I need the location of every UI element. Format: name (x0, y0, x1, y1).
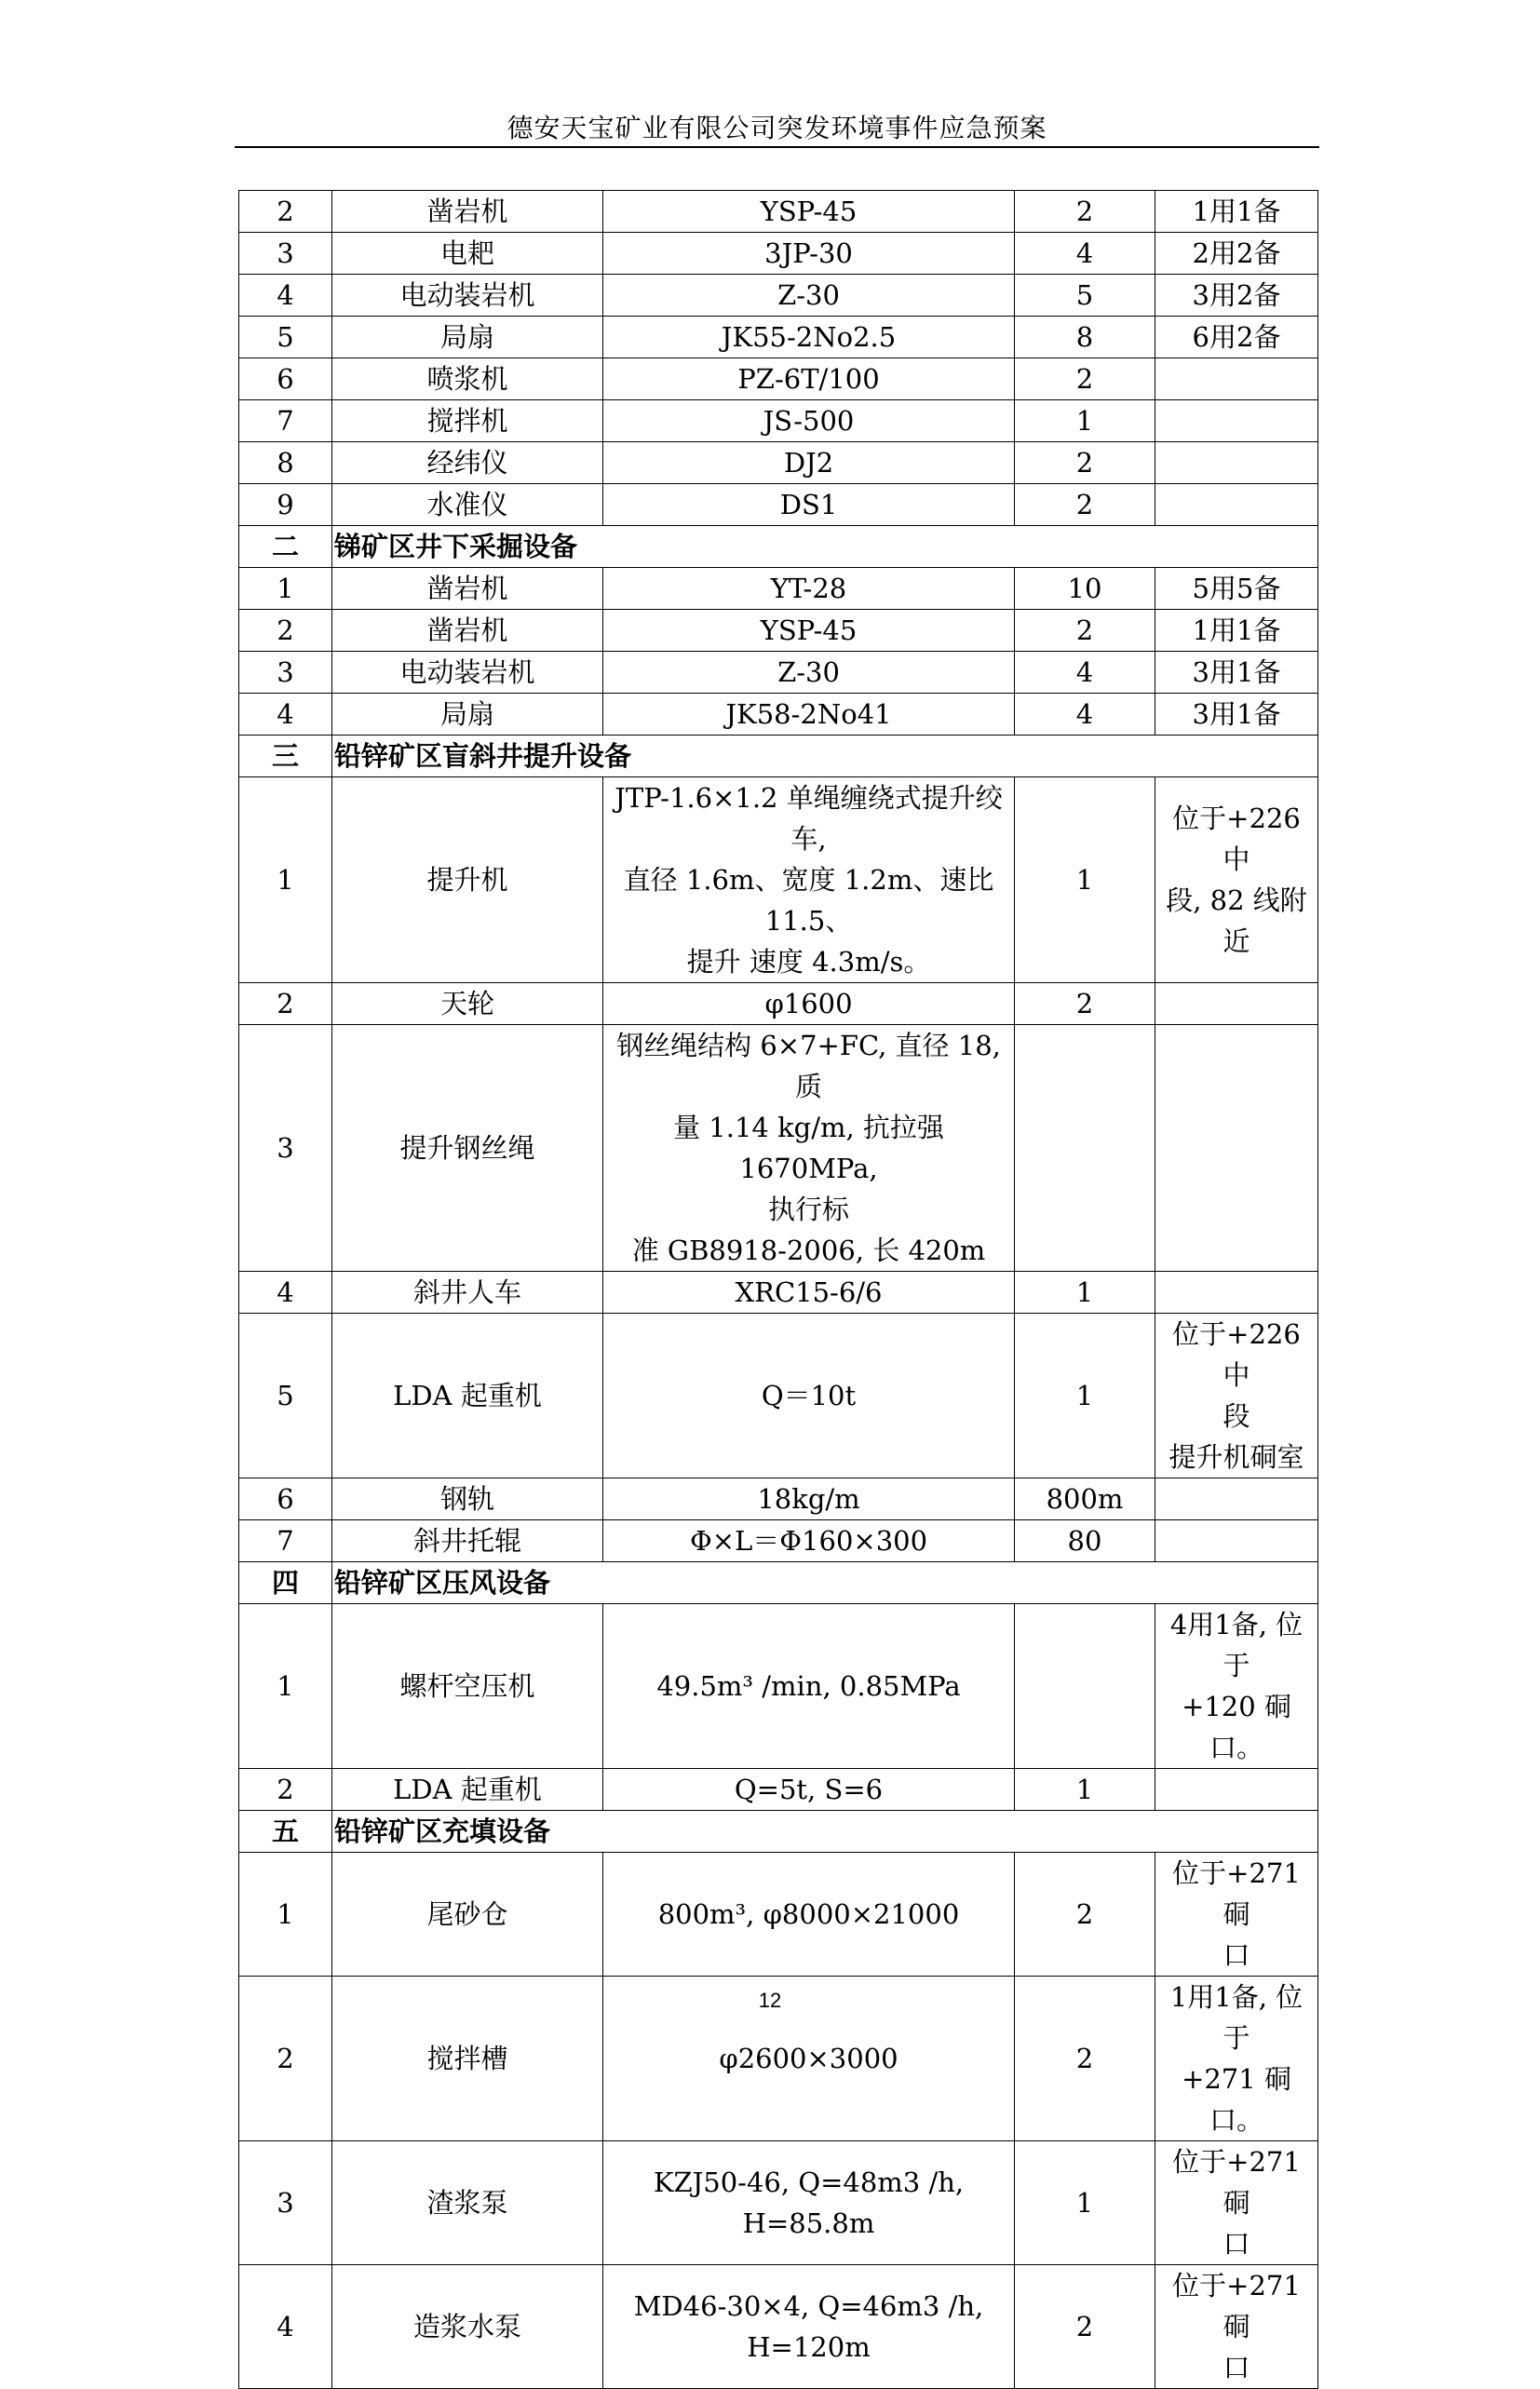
cell-qty: 2 (1015, 610, 1155, 652)
cell-no: 2 (239, 191, 332, 233)
section-row-5 (239, 1811, 1318, 1853)
table-row (239, 1769, 1318, 1811)
cell-name: 凿岩机 (332, 610, 603, 652)
header-divider (235, 146, 1319, 148)
table-row (239, 1272, 1318, 1314)
cell-spec: φ2600×3000 (603, 1977, 1015, 2141)
cell-spec: 49.5m³ /min, 0.85MPa (603, 1604, 1015, 1769)
section-number: 三 (239, 736, 332, 777)
cell-spec: 800m³, φ8000×21000 (603, 1853, 1015, 1977)
table-row (239, 610, 1318, 652)
cell-name: 渣浆泵 (332, 2141, 603, 2265)
cell-note (1155, 1769, 1318, 1811)
cell-spec: 3JP-30 (603, 233, 1015, 275)
cell-no: 1 (239, 1853, 332, 1977)
equipment-table (238, 190, 1318, 2389)
cell-no: 2 (239, 1769, 332, 1811)
cell-qty: 5 (1015, 275, 1155, 317)
cell-name: 水准仪 (332, 484, 603, 526)
cell-note (1155, 358, 1318, 400)
page-number: 12 (758, 1989, 782, 2012)
cell-spec: 18kg/m (603, 1478, 1015, 1520)
cell-note: 6用2备 (1155, 317, 1318, 358)
cell-name: 天轮 (332, 983, 603, 1025)
table-row (239, 442, 1318, 484)
cell-no: 1 (239, 777, 332, 983)
cell-note (1155, 484, 1318, 526)
cell-spec: YSP-45 (603, 610, 1015, 652)
table-row (239, 1520, 1318, 1562)
cell-qty: 80 (1015, 1520, 1155, 1562)
cell-name: 搅拌机 (332, 400, 603, 442)
cell-spec: Q=5t, S=6 (603, 1769, 1015, 1811)
cell-spec: YT-28 (603, 568, 1015, 610)
page-header-title: 德安天宝矿业有限公司突发环境事件应急预案 (507, 113, 1047, 143)
section-number: 四 (239, 1562, 332, 1604)
cell-no: 5 (239, 317, 332, 358)
cell-qty: 10 (1015, 568, 1155, 610)
section-row-4 (239, 1562, 1318, 1604)
cell-name: LDA 起重机 (332, 1314, 603, 1478)
cell-no: 3 (239, 1025, 332, 1272)
cell-name: 电动装岩机 (332, 652, 603, 694)
cell-spec: Z-30 (603, 275, 1015, 317)
cell-qty: 1 (1015, 1314, 1155, 1478)
cell-qty: 8 (1015, 317, 1155, 358)
cell-no: 7 (239, 1520, 332, 1562)
cell-note (1155, 400, 1318, 442)
cell-name: 尾砂仓 (332, 1853, 603, 1977)
table-row (239, 275, 1318, 317)
cell-note: 位于+226 中 段 提升机硐室 (1155, 1314, 1318, 1478)
table-row (239, 317, 1318, 358)
cell-qty: 2 (1015, 358, 1155, 400)
cell-spec: KZJ50-46, Q=48m3 /h, H=85.8m (603, 2141, 1015, 2265)
table-row (239, 191, 1318, 233)
cell-name: 斜井人车 (332, 1272, 603, 1314)
cell-spec: JK58-2No41 (603, 694, 1015, 736)
table-row (239, 652, 1318, 694)
cell-qty: 4 (1015, 652, 1155, 694)
cell-spec: φ1600 (603, 983, 1015, 1025)
cell-qty: 2 (1015, 2265, 1155, 2389)
cell-name: 电动装岩机 (332, 275, 603, 317)
cell-no: 6 (239, 358, 332, 400)
section-row-2 (239, 526, 1318, 568)
section-title: 铅锌矿区充填设备 (332, 1811, 1318, 1853)
cell-qty: 4 (1015, 233, 1155, 275)
cell-qty: 2 (1015, 1977, 1155, 2141)
cell-no: 2 (239, 1977, 332, 2141)
cell-qty: 800m (1015, 1478, 1155, 1520)
cell-qty: 2 (1015, 1853, 1155, 1977)
cell-note: 位于+271 硐 口 (1155, 1853, 1318, 1977)
cell-spec: DJ2 (603, 442, 1015, 484)
table-row (239, 358, 1318, 400)
cell-note: 位于+271 硐 口 (1155, 2265, 1318, 2389)
section-row-3 (239, 736, 1318, 777)
cell-note (1155, 1520, 1318, 1562)
cell-note: 位于+226 中 段, 82 线附 近 (1155, 777, 1318, 983)
cell-spec: Z-30 (603, 652, 1015, 694)
cell-spec: DS1 (603, 484, 1015, 526)
cell-qty: 2 (1015, 442, 1155, 484)
section-title: 锑矿区井下采掘设备 (332, 526, 1318, 568)
cell-no: 8 (239, 442, 332, 484)
table-row (239, 1604, 1318, 1769)
cell-qty: 2 (1015, 191, 1155, 233)
cell-name: 电耙 (332, 233, 603, 275)
cell-name: 提升钢丝绳 (332, 1025, 603, 1272)
table-row (239, 233, 1318, 275)
cell-qty: 2 (1015, 983, 1155, 1025)
cell-spec: JS-500 (603, 400, 1015, 442)
table-row (239, 568, 1318, 610)
cell-no: 5 (239, 1314, 332, 1478)
cell-qty: 4 (1015, 694, 1155, 736)
cell-name: 钢轨 (332, 1478, 603, 1520)
cell-name: 斜井托辊 (332, 1520, 603, 1562)
cell-note (1155, 1025, 1318, 1272)
cell-name: LDA 起重机 (332, 1769, 603, 1811)
cell-note: 3用1备 (1155, 694, 1318, 736)
table-row (239, 2141, 1318, 2265)
section-number: 二 (239, 526, 332, 568)
section-title: 铅锌矿区压风设备 (332, 1562, 1318, 1604)
cell-note: 1用1备 (1155, 610, 1318, 652)
cell-no: 4 (239, 275, 332, 317)
cell-name: 局扇 (332, 317, 603, 358)
cell-name: 局扇 (332, 694, 603, 736)
cell-qty: 1 (1015, 1272, 1155, 1314)
cell-spec: YSP-45 (603, 191, 1015, 233)
cell-note: 位于+271 硐 口 (1155, 2141, 1318, 2265)
cell-no: 7 (239, 400, 332, 442)
table-row (239, 1478, 1318, 1520)
cell-name: 喷浆机 (332, 358, 603, 400)
cell-no: 4 (239, 2265, 332, 2389)
cell-note: 3用1备 (1155, 652, 1318, 694)
cell-note: 1用1备 (1155, 191, 1318, 233)
cell-note: 2用2备 (1155, 233, 1318, 275)
table-row (239, 2265, 1318, 2389)
cell-qty: 1 (1015, 2141, 1155, 2265)
cell-spec: JK55-2No2.5 (603, 317, 1015, 358)
cell-note (1155, 442, 1318, 484)
cell-name: 提升机 (332, 777, 603, 983)
cell-name: 凿岩机 (332, 568, 603, 610)
cell-name: 经纬仪 (332, 442, 603, 484)
cell-note (1155, 983, 1318, 1025)
table-row (239, 694, 1318, 736)
cell-no: 6 (239, 1478, 332, 1520)
cell-name: 搅拌槽 (332, 1977, 603, 2141)
cell-note (1155, 1478, 1318, 1520)
cell-qty: 1 (1015, 400, 1155, 442)
table-row (239, 983, 1318, 1025)
cell-note: 1用1备, 位 于 +271 硐口。 (1155, 1977, 1318, 2141)
cell-spec: Φ×L＝Φ160×300 (603, 1520, 1015, 1562)
cell-no: 3 (239, 652, 332, 694)
section-number: 五 (239, 1811, 332, 1853)
cell-note (1155, 1272, 1318, 1314)
section-title: 铅锌矿区盲斜井提升设备 (332, 736, 1318, 777)
table-row (239, 777, 1318, 983)
cell-qty (1015, 1025, 1155, 1272)
cell-spec: 钢丝绳结构 6×7+FC, 直径 18, 质 量 1.14 kg/m, 抗拉强 1670MPa, 执行标 准 GB8918-2006, 长 420m (603, 1025, 1015, 1272)
cell-name: 造浆水泵 (332, 2265, 603, 2389)
table-row (239, 1025, 1318, 1272)
cell-qty (1015, 1604, 1155, 1769)
cell-qty: 1 (1015, 777, 1155, 983)
cell-note: 5用5备 (1155, 568, 1318, 610)
cell-qty: 2 (1015, 484, 1155, 526)
cell-no: 1 (239, 1604, 332, 1769)
cell-note: 3用2备 (1155, 275, 1318, 317)
table-row (239, 1314, 1318, 1478)
cell-spec: JTP-1.6×1.2 单绳缠绕式提升绞车, 直径 1.6m、宽度 1.2m、速比 11.5、 提升 速度 4.3m/s。 (603, 777, 1015, 983)
cell-name: 螺杆空压机 (332, 1604, 603, 1769)
cell-spec: PZ-6T/100 (603, 358, 1015, 400)
cell-name: 凿岩机 (332, 191, 603, 233)
table-row (239, 484, 1318, 526)
cell-no: 2 (239, 983, 332, 1025)
cell-spec: Q＝10t (603, 1314, 1015, 1478)
table-row (239, 1853, 1318, 1977)
cell-no: 3 (239, 2141, 332, 2265)
cell-spec: XRC15-6/6 (603, 1272, 1015, 1314)
cell-no: 4 (239, 1272, 332, 1314)
cell-no: 9 (239, 484, 332, 526)
table-row (239, 400, 1318, 442)
cell-no: 2 (239, 610, 332, 652)
cell-note: 4用1备, 位 于 +120 硐口。 (1155, 1604, 1318, 1769)
cell-spec: MD46-30×4, Q=46m3 /h, H=120m (603, 2265, 1015, 2389)
cell-no: 3 (239, 233, 332, 275)
cell-qty: 1 (1015, 1769, 1155, 1811)
cell-no: 4 (239, 694, 332, 736)
cell-no: 1 (239, 568, 332, 610)
